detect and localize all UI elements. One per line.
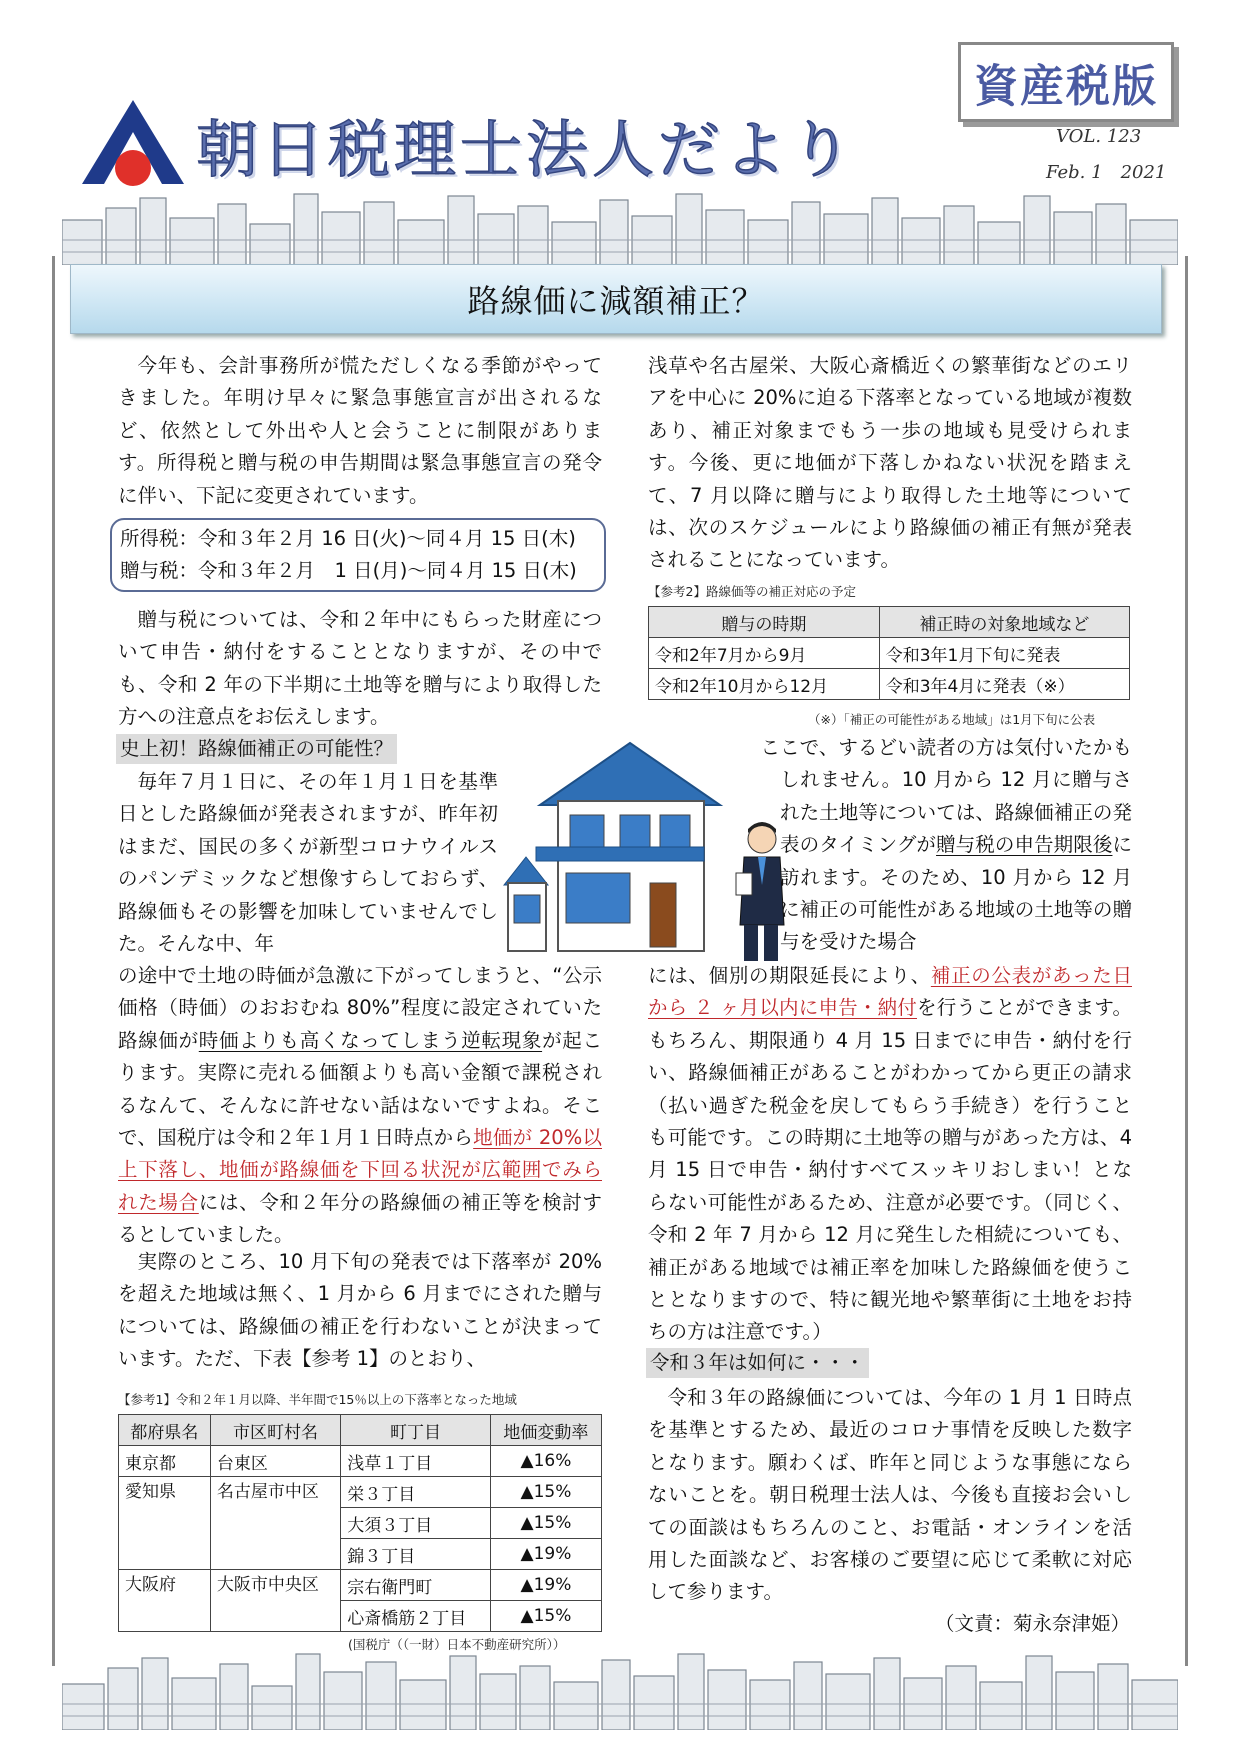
deadline-text-2: に訪れます。そのため、10 月から 12 月に補正の可能性がある地域の土地等の贈与を受けた場合 [780, 833, 1132, 954]
table2-footnote: （※）「補正の可能性がある地域」は1月下旬に公表 [808, 712, 1096, 727]
city-cell: 大阪市中央区 [210, 1570, 340, 1632]
gift-period-cell: 令和2年7月から9月 [649, 638, 880, 669]
prefecture-cell: 愛知県 [119, 1477, 211, 1570]
outlook-paragraph: 令和３年の路線価については、今年の 1 月 1 日時点を基準とするため、最近のコロナ事情を反映した数字となります。願わくば、昨年と同じような事態にならないことを。朝日税理士法人は、今後も直接お会いしての面談はもちろんのこと、お電話・オンラインを活用した面談など、お客様のご要望に応じて柔軟に対応して参ります。 [648, 1386, 1132, 1604]
announcement-cell: 令和3年1月下旬に発表 [879, 638, 1129, 669]
table-row [649, 638, 1130, 669]
town-cell: 錦３丁目 [341, 1539, 491, 1570]
deadline-paragraph-wrapped [760, 732, 1132, 959]
actual-result-paragraph: 実際のところ、10 月下旬の発表では下落率が 20%を超えた地域は無く、1 月から 6 月までにされた贈与については、路線価の補正を行わないことが決まっています。ただ、下表【参考 1】のとおり、 [118, 1250, 602, 1371]
rosenka-text-3: には、令和２年分の路線価の補正等を検討するとしていました。 [118, 1190, 602, 1247]
two-month-deadline-text: 補正の公表があった日から ２ ヶ月以内に申告・納付 [648, 964, 1132, 1020]
column-header: 補正時の対象地域など [879, 607, 1129, 638]
right-intro-paragraph: 浅草や名古屋栄、大阪心斎橋近くの繁華街などのエリアを中心に 20%に迫る下落率となっている地域が複数あり、補正対象までもう一歩の地域も見受けられます。今後、更に地価が下落しかねない状況を踏まえて、7 月以降に贈与により取得した土地等については、次のスケジュールにより路線価の補正有無が発表されることになっています。 [648, 354, 1132, 572]
deadline-text-1: ここで、するどい読者の方は気付いたかもしれません。10 月から 12 月に贈与された土地等については、路線価補正の発表のタイミングが [760, 736, 1132, 857]
correction-condition-text: 地価が 20%以上下落し、地価が路線価を下回る状況が広範囲でみられた場合 [118, 1126, 602, 1214]
column-header: 市区町村名 [210, 1415, 340, 1446]
section-heading-2: 令和３年は如何に・・・ [646, 1348, 869, 1378]
table1-caption: 【参考1】令和２年１月以降、半年間で15％以上の下落率となった地域 [118, 1392, 517, 1407]
announcement-cell: 令和3年4月に発表（※） [879, 669, 1129, 700]
rate-cell: ▲15% [490, 1477, 601, 1508]
reversal-phenomenon-text: 時価よりも高くなってしまう逆転現象 [198, 1028, 543, 1052]
volume-number: VOL. 123 [1056, 126, 1142, 147]
rate-cell: ▲15% [490, 1601, 601, 1632]
author-credit: （文責：菊永奈津姫） [934, 1612, 1130, 1635]
gift-tax-period: 贈与税：令和３年２月 1 日(月)～同４月 15 日(木) [120, 559, 577, 582]
column-header: 町丁目 [341, 1415, 491, 1446]
gift-tax-paragraph: 贈与税については、令和２年中にもらった財産について申告・納付をすることとなりますが、その中でも、令和 2 年の下半期に土地等を贈与により取得した方への注意点をお伝えします。 [118, 608, 602, 729]
rosenka-text-2: が起こります。実際に売れる価額よりも高い金額で課税されるなんて、そんなに許せない話はないですよね。そこで、国税庁は令和２年１月１日時点から [118, 1028, 602, 1150]
skyline-illustration-bottom [62, 1648, 1178, 1730]
skyline-illustration-top [62, 190, 1178, 265]
city-cell: 台東区 [210, 1446, 340, 1477]
price-drop-table [118, 1414, 602, 1632]
rosenka-paragraph-continued [118, 960, 602, 1252]
town-cell: 大須３丁目 [341, 1508, 491, 1539]
table-header-row [119, 1415, 602, 1446]
extension-text-2: を行うことができます。もちろん、期限通り 4 月 15 日までに申告・納付を行い、路線価補正があることがわかってから更正の請求（払い過ぎた税金を戻してもらう手続き）を行うことも可能です。この時期に土地等の贈与があった方は、4 月 15 日で申告・納付すべてスッキリおしまい！とならない可能性があるため、注意が必要です。（同じく、令和 2 年 7 月から 12 月に発生した相続についても、補正がある地域では補正率を加味した路線価を使うこととなりますので、特に観光地や繁華街に土地をお持ちの方は注意です。） [648, 996, 1132, 1344]
rosenka-paragraph-wrapped: 毎年７月１日に、その年１月１日を基準日とした路線価が発表されますが、昨年初はまだ、国民の多くが新型コロナウイルスのパンデミックなど想像すらしておらず、路線価もその影響を加味していませんでした。そんな中、年 [118, 770, 498, 956]
prefecture-cell: 大阪府 [119, 1570, 211, 1632]
city-cell: 名古屋市中区 [210, 1477, 340, 1570]
headline-banner [70, 264, 1162, 334]
column-header: 地価変動率 [490, 1415, 601, 1446]
table-row [119, 1477, 602, 1508]
edition-badge [958, 42, 1174, 122]
intro-paragraph: 今年も、会計事務所が慌ただしくなる季節がやってきました。年明け早々に緊急事態宣言が出されるなど、依然として外出や人と会うことに制限があります。所得税と贈与税の申告期間は緊急事態宣言の発令に伴い、下記に変更されています。 [118, 354, 602, 507]
extension-text-1: には、個別の期限延長により、 [648, 964, 931, 987]
town-cell: 浅草１丁目 [341, 1446, 491, 1477]
rate-cell: ▲19% [490, 1570, 601, 1601]
rosenka-text-1: の途中で土地の時価が急激に下がってしまうと、“公示価格（時価）のおおむね 80%”程度に設定されていた路線価が [118, 964, 602, 1052]
issue-date: Feb. 1 2021 [1046, 162, 1167, 183]
article-headline: 路線価に減額補正？ [467, 282, 765, 320]
table-row [119, 1570, 602, 1601]
rate-cell: ▲19% [490, 1539, 601, 1570]
rate-cell: ▲15% [490, 1508, 601, 1539]
table-header-row [649, 607, 1130, 638]
deadline-paragraph-continued [648, 960, 1132, 1349]
town-cell: 心斎橋筋２丁目 [341, 1601, 491, 1632]
income-tax-period: 所得税：令和３年２月 16 日(火)～同４月 15 日(木) [120, 527, 576, 550]
table2-caption: 【参考2】路線価等の補正対応の予定 [648, 584, 856, 599]
town-cell: 宗右衛門町 [341, 1570, 491, 1601]
town-cell: 栄３丁目 [341, 1477, 491, 1508]
column-header: 都府県名 [119, 1415, 211, 1446]
newsletter-title: 朝日税理士法人だより [196, 113, 857, 186]
correction-schedule-table [648, 606, 1130, 700]
inspector-figure [736, 822, 784, 961]
gift-period-cell: 令和2年10月から12月 [649, 669, 880, 700]
after-deadline-text: 贈与税の申告期限後 [936, 833, 1113, 857]
rate-cell: ▲16% [490, 1446, 601, 1477]
section-heading-1: 史上初！路線価補正の可能性？ [116, 734, 397, 764]
table-row [649, 669, 1130, 700]
table1-source: (国税庁（（一財）日本不動産研究所）） [348, 1637, 566, 1652]
column-header: 贈与の時期 [649, 607, 880, 638]
prefecture-cell: 東京都 [119, 1446, 211, 1477]
house-illustration [500, 735, 800, 965]
company-logo [78, 96, 188, 188]
edition-label: 資産税版 [974, 61, 1158, 112]
filing-period-box [110, 518, 606, 592]
table-row [119, 1446, 602, 1477]
